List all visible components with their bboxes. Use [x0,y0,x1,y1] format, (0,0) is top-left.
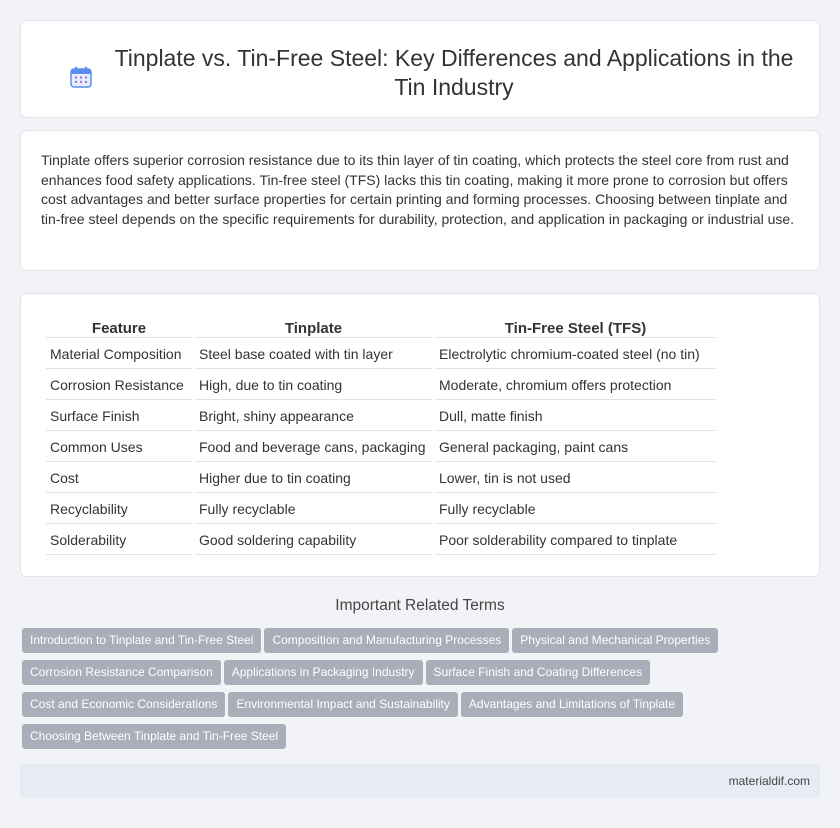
related-term-tag[interactable]: Applications in Packaging Industry [224,660,423,685]
table-cell: Bright, shiny appearance [195,402,432,431]
table-cell: Dull, matte finish [435,402,716,431]
table-cell: Higher due to tin coating [195,464,432,493]
table-cell: Steel base coated with tin layer [195,340,432,369]
table-cell: Material Composition [46,340,192,369]
column-header-tinplate: Tinplate [195,316,432,338]
footer [20,764,820,798]
tag-row [22,692,822,724]
tag-row [22,660,822,692]
intro-card [20,130,820,271]
table-cell: Recyclability [46,495,192,524]
table-row [46,433,716,462]
page-title: Tinplate vs. Tin-Free Steel: Key Differences and Applications in the Tin Industry [114,45,794,100]
table-row [46,495,716,524]
table-cell: Good soldering capability [195,526,432,555]
related-term-tag[interactable]: Composition and Manufacturing Processes [264,628,509,653]
footer-site-link[interactable]: materialdif.com [728,774,810,788]
table-cell: Food and beverage cans, packaging [195,433,432,462]
table-cell: Lower, tin is not used [435,464,716,493]
related-term-tag[interactable]: Advantages and Limitations of Tinplate [461,692,683,717]
table-cell: General packaging, paint cans [435,433,716,462]
related-term-tag[interactable]: Introduction to Tinplate and Tin-Free Steel [22,628,261,653]
related-term-tag[interactable]: Environmental Impact and Sustainability [228,692,457,717]
table-row [46,526,716,555]
comparison-table-card [20,293,820,577]
table-header-row [46,316,716,338]
related-term-tag[interactable]: Physical and Mechanical Properties [512,628,718,653]
intro-paragraph: Tinplate offers superior corrosion resistance due to its thin layer of tin coating, which protects the steel core from rust and enhances food safety applications. Tin-free steel (TFS) lacks this tin coating, making it more prone to corrosion but offers cost advantages and better surface properties for certain printing and forming processes. Choosing between tinplate and tin-free steel depends on the specific requirements for durability, protection, and application in packaging or industrial use. [41,152,795,227]
table-row [46,371,716,400]
title-card [20,20,820,118]
related-term-tag[interactable]: Corrosion Resistance Comparison [22,660,221,685]
table-cell: Fully recyclable [195,495,432,524]
table-row [46,464,716,493]
tag-row [22,724,822,756]
table-cell: Electrolytic chromium-coated steel (no tin) [435,340,716,369]
related-term-tag[interactable]: Cost and Economic Considerations [22,692,225,717]
related-term-tag[interactable]: Choosing Between Tinplate and Tin-Free Steel [22,724,286,749]
table-cell: Common Uses [46,433,192,462]
related-term-tag[interactable]: Surface Finish and Coating Differences [426,660,651,685]
table-cell: Cost [46,464,192,493]
table-cell: Corrosion Resistance [46,371,192,400]
comparison-table [43,314,719,557]
column-header-tfs: Tin-Free Steel (TFS) [435,316,716,338]
table-cell: Fully recyclable [435,495,716,524]
column-header-feature: Feature [46,316,192,338]
table-cell: Moderate, chromium offers protection [435,371,716,400]
table-cell: Poor solderability compared to tinplate [435,526,716,555]
table-row [46,340,716,369]
table-cell: Solderability [46,526,192,555]
table-row [46,402,716,431]
calendar-icon [69,65,93,89]
table-cell: High, due to tin coating [195,371,432,400]
tag-row [22,628,822,660]
related-terms-list [22,628,822,756]
table-cell: Surface Finish [46,402,192,431]
related-terms-heading: Important Related Terms [335,597,505,614]
